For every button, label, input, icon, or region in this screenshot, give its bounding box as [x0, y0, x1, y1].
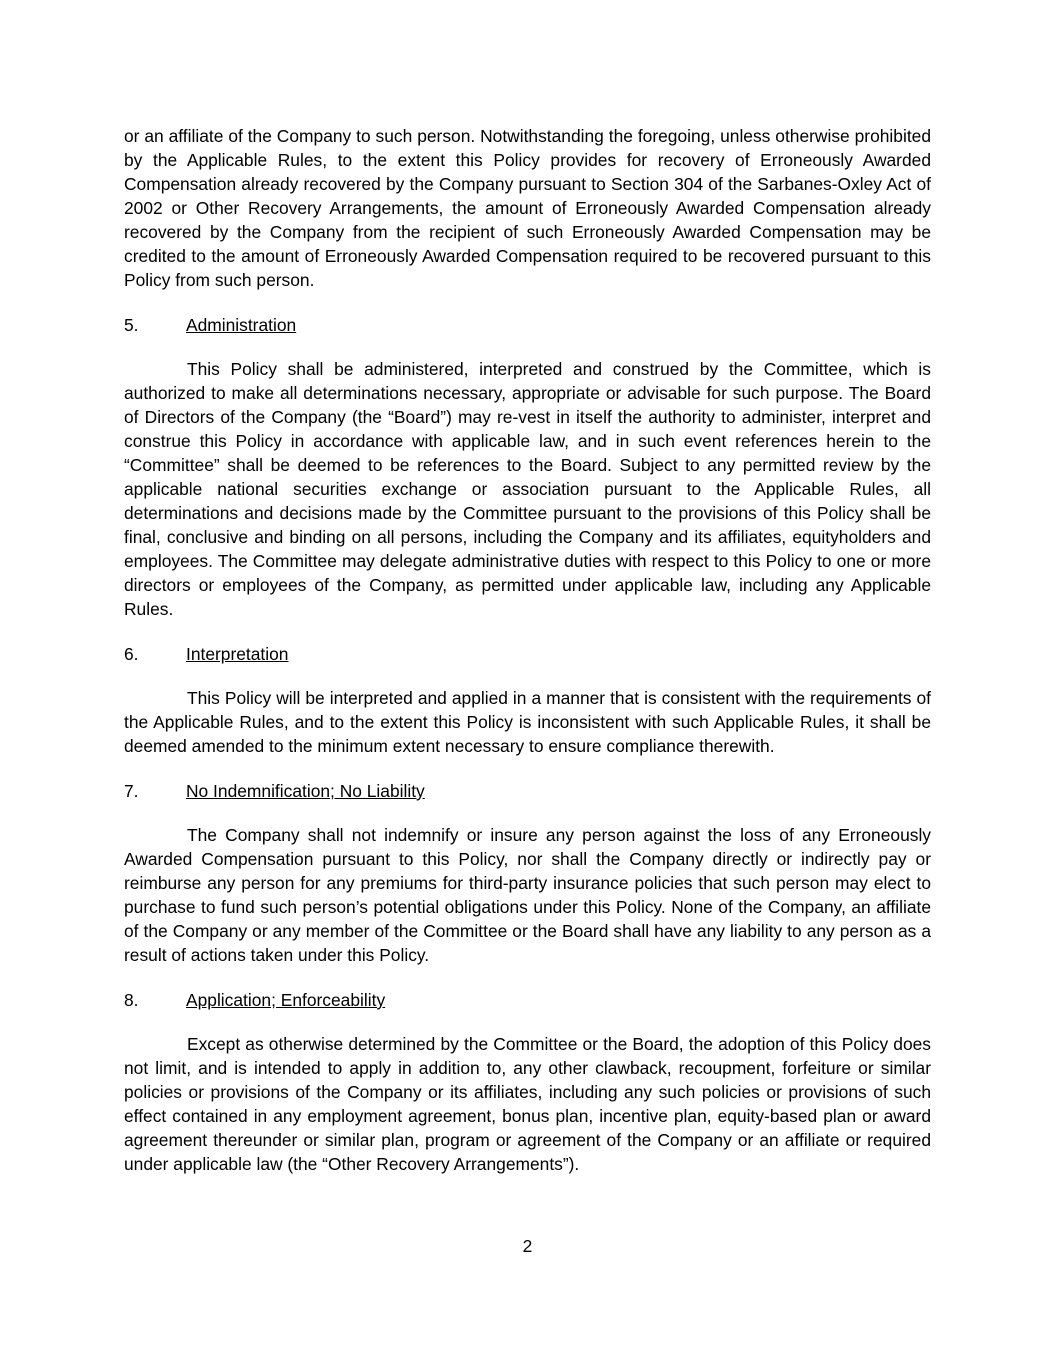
section-body-no-indemnification: The Company shall not indemnify or insure any person against the loss of any Erroneously Awarded Compensation pursuant to this Policy, nor shall the Company directly or indirectly pay or reimburse any person for any premiums for third-party insurance policies that such person may elect to purchase to fund such person’s potential obligations under this Policy. None of the Company, an affiliate of the Company or any member of the Committee or the Board shall have any liability to any person as a result of actions taken under this Policy. — [124, 825, 931, 965]
page-number: 2 — [522, 1236, 533, 1256]
document-page — [124, 124, 931, 1176]
section-title: No Indemnification; No Liability — [186, 781, 425, 801]
section-heading-interpretation — [124, 642, 931, 666]
section-body-administration: This Policy shall be administered, interpreted and construed by the Committee, which is authorized to make all determinations necessary, appropriate or advisable for such purpose. The Board of Directors of the Company (the “Board”) may re-vest in itself the authority to administer, interpret and construe this Policy in accordance with applicable law, and in such event references herein to the “Committee” shall be deemed to be references to the Board. Subject to any permitted review by the applicable national securities exchange or association pursuant to the Applicable Rules, all determinations and decisions made by the Committee pursuant to the provisions of this Policy shall be final, conclusive and binding on all persons, including the Company and its affiliates, equityholders and employees. The Committee may delegate administrative duties with respect to this Policy to one or more directors or employees of the Company, as permitted under applicable law, including any Applicable Rules. — [124, 359, 931, 619]
section-number: 8. — [124, 990, 139, 1010]
section-body-interpretation: This Policy will be interpreted and applied in a manner that is consistent with the requirements of the Applicable Rules, and to the extent this Policy is inconsistent with such Applicable Rules, it shall be deemed amended to the minimum extent necessary to ensure compliance therewith. — [124, 688, 931, 756]
section-title: Application; Enforceability — [186, 990, 386, 1010]
section-body-application: Except as otherwise determined by the Committee or the Board, the adoption of this Policy does not limit, and is intended to apply in addition to, any other clawback, recoupment, forfeiture or similar policies or provisions of the Company or its affiliates, including any such policies or provisions of such effect contained in any employment agreement, bonus plan, incentive plan, equity-based plan or award agreement thereunder or similar plan, program or agreement of the Company or an affiliate or required under applicable law (the “Other Recovery Arrangements”). — [124, 1034, 931, 1174]
section-title: Interpretation — [186, 644, 289, 664]
section-heading-no-indemnification — [124, 779, 931, 803]
section-number: 6. — [124, 644, 139, 664]
section-number: 7. — [124, 781, 139, 801]
section-heading-administration — [124, 313, 931, 337]
section-number: 5. — [124, 315, 139, 335]
section-heading-application — [124, 988, 931, 1012]
intro-paragraph: or an affiliate of the Company to such person. Notwithstanding the foregoing, unless otherwise prohibited by the Applicable Rules, to the extent this Policy provides for recovery of Erroneously Awarded Compensation already recovered by the Company pursuant to Section 304 of the Sarbanes-Oxley Act of 2002 or Other Recovery Arrangements, the amount of Erroneously Awarded Compensation already recovered by the Company from the recipient of such Erroneously Awarded Compensation may be credited to the amount of Erroneously Awarded Compensation required to be recovered pursuant to this Policy from such person. — [124, 126, 931, 290]
section-title: Administration — [186, 315, 297, 335]
